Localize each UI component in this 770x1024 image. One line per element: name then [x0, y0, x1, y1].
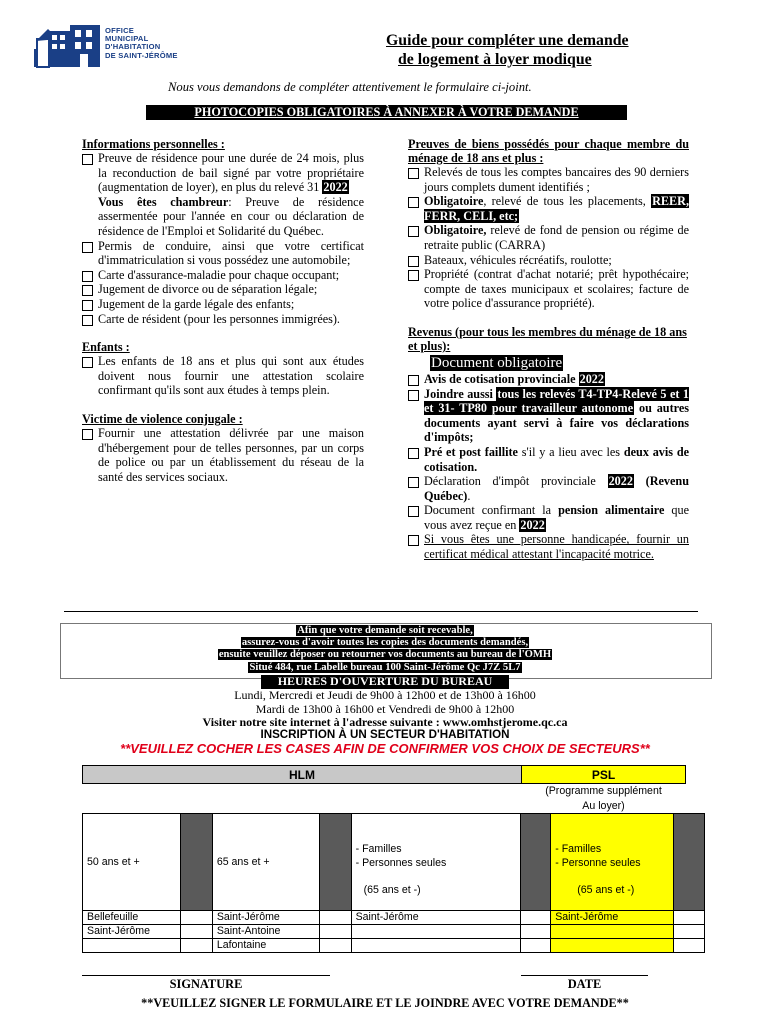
- checkbox[interactable]: [408, 197, 419, 208]
- item-text: ou autres documents ayant servi à faire vos déclarations d'impôts;: [424, 401, 689, 445]
- hours-title: HEURES D'OUVERTURE DU BUREAU: [261, 675, 509, 689]
- item-text: Joindre aussi: [424, 386, 493, 401]
- logo-line: DE SAINT-JÉRÔME: [105, 50, 178, 60]
- notice-line: [60, 649, 710, 661]
- check-cell[interactable]: [319, 911, 351, 925]
- list-item: [82, 297, 364, 312]
- item-text: Jugement de la garde légale des enfants;: [98, 296, 295, 311]
- sector-cell: Saint-Jérôme: [551, 911, 674, 925]
- hlm-header: [82, 765, 522, 784]
- check-cell[interactable]: [521, 911, 551, 925]
- checkbox[interactable]: [82, 429, 93, 440]
- list-item: [82, 426, 364, 484]
- header-50-plus: [83, 814, 181, 911]
- highlight-reer: REER, FERR, CELI, etc;: [424, 194, 689, 223]
- check-cell[interactable]: [319, 939, 351, 953]
- col-label: - Familles: [355, 843, 402, 855]
- checkbox[interactable]: [408, 390, 419, 401]
- item-text: [424, 387, 689, 445]
- section-title-victime: Victime de violence conjugale :: [82, 411, 243, 426]
- checkbox[interactable]: [408, 226, 419, 237]
- item-text: Déclaration d'impôt provinciale: [424, 474, 596, 489]
- item-text: s'il y a lieu avec les: [521, 444, 621, 459]
- checkbox[interactable]: [82, 242, 93, 253]
- hours-title-row: [60, 675, 710, 689]
- omh-logo-mark: [34, 21, 102, 69]
- list-item: [82, 354, 364, 398]
- item-text: : Preuve de résidence assermentée pour l'année en cour ou déclaration de résidence de l'Emploi et Solidarité du Québec.: [98, 194, 364, 238]
- divider: [64, 611, 698, 612]
- item-text: [424, 503, 689, 532]
- sector-table: [82, 813, 705, 953]
- checkbox[interactable]: [408, 535, 419, 546]
- notice-line: [60, 662, 710, 674]
- logo-line: D'HABITATION: [105, 42, 161, 52]
- table-row: [83, 925, 705, 939]
- checkbox[interactable]: [82, 300, 93, 311]
- list-item: [408, 474, 689, 503]
- page-title: [386, 31, 629, 69]
- subtitle: Nous vous demandons de compléter attentivement le formulaire ci-joint.: [168, 80, 532, 94]
- checkbox[interactable]: [82, 285, 93, 296]
- item-text: Relevés de tous les comptes bancaires des 90 derniers jours complets dument identifiés ;: [424, 165, 689, 194]
- table-header-row: [83, 814, 705, 911]
- hours-line: Mardi de 13h00 à 16h00 et Vendredi de 9h00 à 12h00: [255, 701, 515, 716]
- checkbox[interactable]: [82, 357, 93, 368]
- banner-text: PHOTOCOPIES OBLIGATOIRES À ANNEXER À VOTRE DEMANDE: [194, 105, 579, 119]
- list-item: [408, 253, 689, 268]
- item-text: (Revenu Québec): [424, 474, 689, 503]
- item-text: deux avis de cotisation.: [424, 444, 690, 474]
- item-text: Jugement de divorce ou de séparation légale;: [98, 282, 318, 297]
- item-text: relevé de fond de pension ou régime de retraite public (CARRA): [424, 223, 690, 252]
- check-cell[interactable]: [180, 925, 212, 939]
- check-cell[interactable]: [674, 814, 705, 911]
- table-row: [83, 939, 705, 953]
- highlight-year: 2022: [323, 180, 348, 195]
- title-line-2: de logement à loyer modique: [398, 51, 592, 68]
- col-label: 50 ans et +: [87, 856, 140, 868]
- check-cell[interactable]: [319, 814, 351, 911]
- notice-line: [60, 625, 710, 637]
- sector-cell: [551, 925, 674, 939]
- sector-cell: Saint-Jérôme: [83, 925, 181, 939]
- psl-sub-line: Au loyer): [582, 800, 625, 812]
- highlight-year: 2022: [520, 517, 545, 532]
- col-label: (65 ans et -): [577, 884, 635, 896]
- header-familles: [351, 814, 521, 911]
- item-text: Bateaux, véhicules récréatifs, roulotte;: [424, 252, 612, 267]
- col-label: - Familles: [555, 843, 602, 855]
- item-text: Si vous êtes une personne handicapée, fournir un certificat médical attestant l'incapacité motrice.: [424, 532, 689, 562]
- header-psl-familles: [551, 814, 674, 911]
- item-text: Avis de cotisation provinciale: [424, 371, 576, 386]
- notice-line-text: Afin que votre demande soit recevable,: [297, 625, 473, 636]
- item-text: Carte de résident (pour les personnes immigrées).: [98, 311, 340, 326]
- sector-cell: Lafontaine: [212, 939, 319, 953]
- checkbox[interactable]: [82, 271, 93, 282]
- col-label: - Personnes seules: [355, 857, 447, 869]
- item-text: [424, 223, 689, 252]
- check-cell[interactable]: [180, 814, 212, 911]
- item-text: [424, 372, 605, 387]
- highlight-year: 2022: [579, 371, 604, 386]
- check-cell[interactable]: [674, 939, 705, 953]
- col-label: 65 ans et +: [216, 856, 270, 868]
- section-title-info: Informations personnelles :: [82, 137, 225, 151]
- list-item: [408, 387, 689, 445]
- header-65-plus: [212, 814, 319, 911]
- signature-label: SIGNATURE: [169, 977, 243, 991]
- highlight-year: 2022: [608, 474, 633, 489]
- sector-cell: [83, 939, 181, 953]
- item-text: [424, 194, 689, 223]
- check-cell[interactable]: [674, 925, 705, 939]
- col-label: - Personne seules: [555, 857, 641, 869]
- list-item: [408, 532, 689, 561]
- hlm-label: HLM: [289, 768, 315, 782]
- doc-oblig-label: Document obligatoire: [431, 354, 563, 371]
- sector-cell: Saint-Jérôme: [212, 911, 319, 925]
- obligatoire-label: Obligatoire: [424, 194, 484, 209]
- section-title-revenus: Revenus (pour tous les membres du ménage de 18 ans et plus):: [408, 324, 687, 353]
- section-title-enfants: Enfants :: [82, 340, 130, 355]
- faillite-label: Pré et post faillite: [424, 444, 518, 459]
- left-column: [82, 137, 364, 484]
- list-item: [408, 165, 689, 194]
- psl-subtitle: [521, 784, 686, 814]
- notice-line: [60, 637, 710, 649]
- list-item: [82, 239, 364, 268]
- inscription-warning: **VEUILLEZ COCHER LES CASES AFIN DE CONFIRMER VOS CHOIX DE SECTEURS**: [120, 741, 650, 756]
- chambreur-label: Vous êtes chambreur: [98, 194, 229, 209]
- hours-line: Lundi, Mercredi et Jeudi de 9h00 à 12h00 et de 13h00 à 16h00: [234, 687, 536, 702]
- checkbox[interactable]: [408, 375, 419, 386]
- banner: [146, 105, 627, 120]
- checkbox[interactable]: [82, 154, 93, 165]
- date-label: DATE: [567, 977, 602, 991]
- check-cell[interactable]: [521, 925, 551, 939]
- notice-line-text: Situé 484, rue Labelle bureau 100 Saint-Jérôme Qc J7Z 5L7: [249, 661, 521, 673]
- obligatoire-label: Obligatoire,: [424, 223, 487, 238]
- check-cell[interactable]: [521, 814, 551, 911]
- sector-cell: Bellefeuille: [83, 911, 181, 925]
- checkbox[interactable]: [82, 315, 93, 326]
- item-text: , relevé de tous les placements,: [483, 194, 646, 209]
- notice-line-text: assurez-vous d'avoir toutes les copies des documents demandés,: [241, 637, 529, 649]
- checkbox[interactable]: [408, 448, 419, 459]
- col-label: (65 ans et -): [363, 884, 421, 896]
- item-text: [424, 445, 689, 474]
- list-item: [408, 445, 689, 474]
- hours-section: [60, 675, 710, 730]
- inscription-title: INSCRIPTION À UN SECTEUR D'HABITATION: [260, 728, 510, 741]
- item-text: Fournir une attestation délivrée par une maison d'hébergement pour de telles personnes, par un corps de police ou par un établissement du réseau de la santé des services sociaux.: [98, 425, 364, 484]
- website-line: Visiter notre site internet à l'adresse suivante : www.omhstjerome.qc.ca: [202, 715, 568, 730]
- notice-text: [60, 625, 710, 674]
- psl-header: [521, 765, 686, 784]
- item-text: Déclaration d'impôt provinciale 2022 (Revenu Québec).: [424, 474, 689, 503]
- item-text: [98, 151, 364, 239]
- checkbox[interactable]: [408, 506, 419, 517]
- list-item: [82, 282, 364, 297]
- notice-line-text: ensuite veuillez déposer ou retourner vos documents au bureau de l'OMH: [218, 649, 552, 661]
- pension-label: pension alimentaire: [558, 503, 665, 518]
- list-item: [408, 503, 689, 532]
- sector-cell: [551, 939, 674, 953]
- list-item: [408, 194, 689, 223]
- omh-logo: [34, 21, 184, 71]
- psl-sub-line: (Programme supplément: [545, 785, 662, 797]
- logo-line: OFFICE: [105, 26, 135, 35]
- sector-cell: Saint-Jérôme: [351, 911, 521, 925]
- item-text: Permis de conduire, ainsi que votre certificat d'immatriculation si vous possédez une automobile;: [98, 238, 364, 268]
- sector-cell: [351, 939, 521, 953]
- logo-line: MUNICIPAL: [105, 34, 149, 44]
- list-item: [82, 312, 364, 327]
- sector-cell: [351, 925, 521, 939]
- checkbox[interactable]: [408, 256, 419, 267]
- item-text: Document confirmant la: [424, 503, 552, 518]
- table-row: [83, 911, 705, 925]
- footer-instruction: **VEUILLEZ SIGNER LE FORMULAIRE ET LE JOINDRE AVEC VOTRE DEMANDE**: [141, 996, 629, 1010]
- right-column: [408, 137, 689, 562]
- item-text: que vous avez reçue en: [424, 503, 690, 532]
- sector-cell: Saint-Antoine: [212, 925, 319, 939]
- check-cell[interactable]: [180, 911, 212, 925]
- list-item: [82, 151, 364, 239]
- document-obligatoire-heading: [430, 354, 689, 372]
- list-item: [408, 223, 689, 252]
- logo-text: [105, 27, 178, 60]
- item-text: Les enfants de 18 ans et plus qui sont aux études doivent nous fournir une attestation scolaire confirmant qu'ils sont aux études à temps plein.: [98, 354, 364, 398]
- check-cell[interactable]: [521, 939, 551, 953]
- checkbox[interactable]: [408, 270, 419, 281]
- title-line-1: Guide pour compléter une demande: [386, 32, 629, 49]
- item-text: Propriété (contrat d'achat notarié; prêt hypothécaire; compte de taxes municipaux et scolaires; facture de votre police d'assurance propriété).: [424, 267, 689, 311]
- checkbox[interactable]: [408, 477, 419, 488]
- psl-label: PSL: [591, 768, 616, 782]
- check-cell[interactable]: [180, 939, 212, 953]
- list-item: [82, 268, 364, 283]
- check-cell[interactable]: [674, 911, 705, 925]
- signature-line[interactable]: [82, 975, 330, 976]
- section-title-biens: Preuves de biens possédés pour chaque membre du ménage de 18 ans et plus :: [408, 137, 689, 165]
- checkbox[interactable]: [408, 168, 419, 179]
- list-item: [408, 372, 689, 387]
- item-text: Carte d'assurance-maladie pour chaque occupant;: [98, 267, 340, 282]
- check-cell[interactable]: [319, 925, 351, 939]
- date-line[interactable]: [521, 975, 648, 976]
- highlight-releves: tous les relevés T4-TP4-Relevé 5 et 1 et 31- TP80 pour travailleur autonome: [424, 386, 689, 416]
- item-text: Preuve de résidence pour une durée de 24 mois, plus la reconduction de bail signé par votre propriétaire (augmentation de loyer), en plus du relevé 31: [98, 151, 364, 195]
- list-item: [408, 267, 689, 311]
